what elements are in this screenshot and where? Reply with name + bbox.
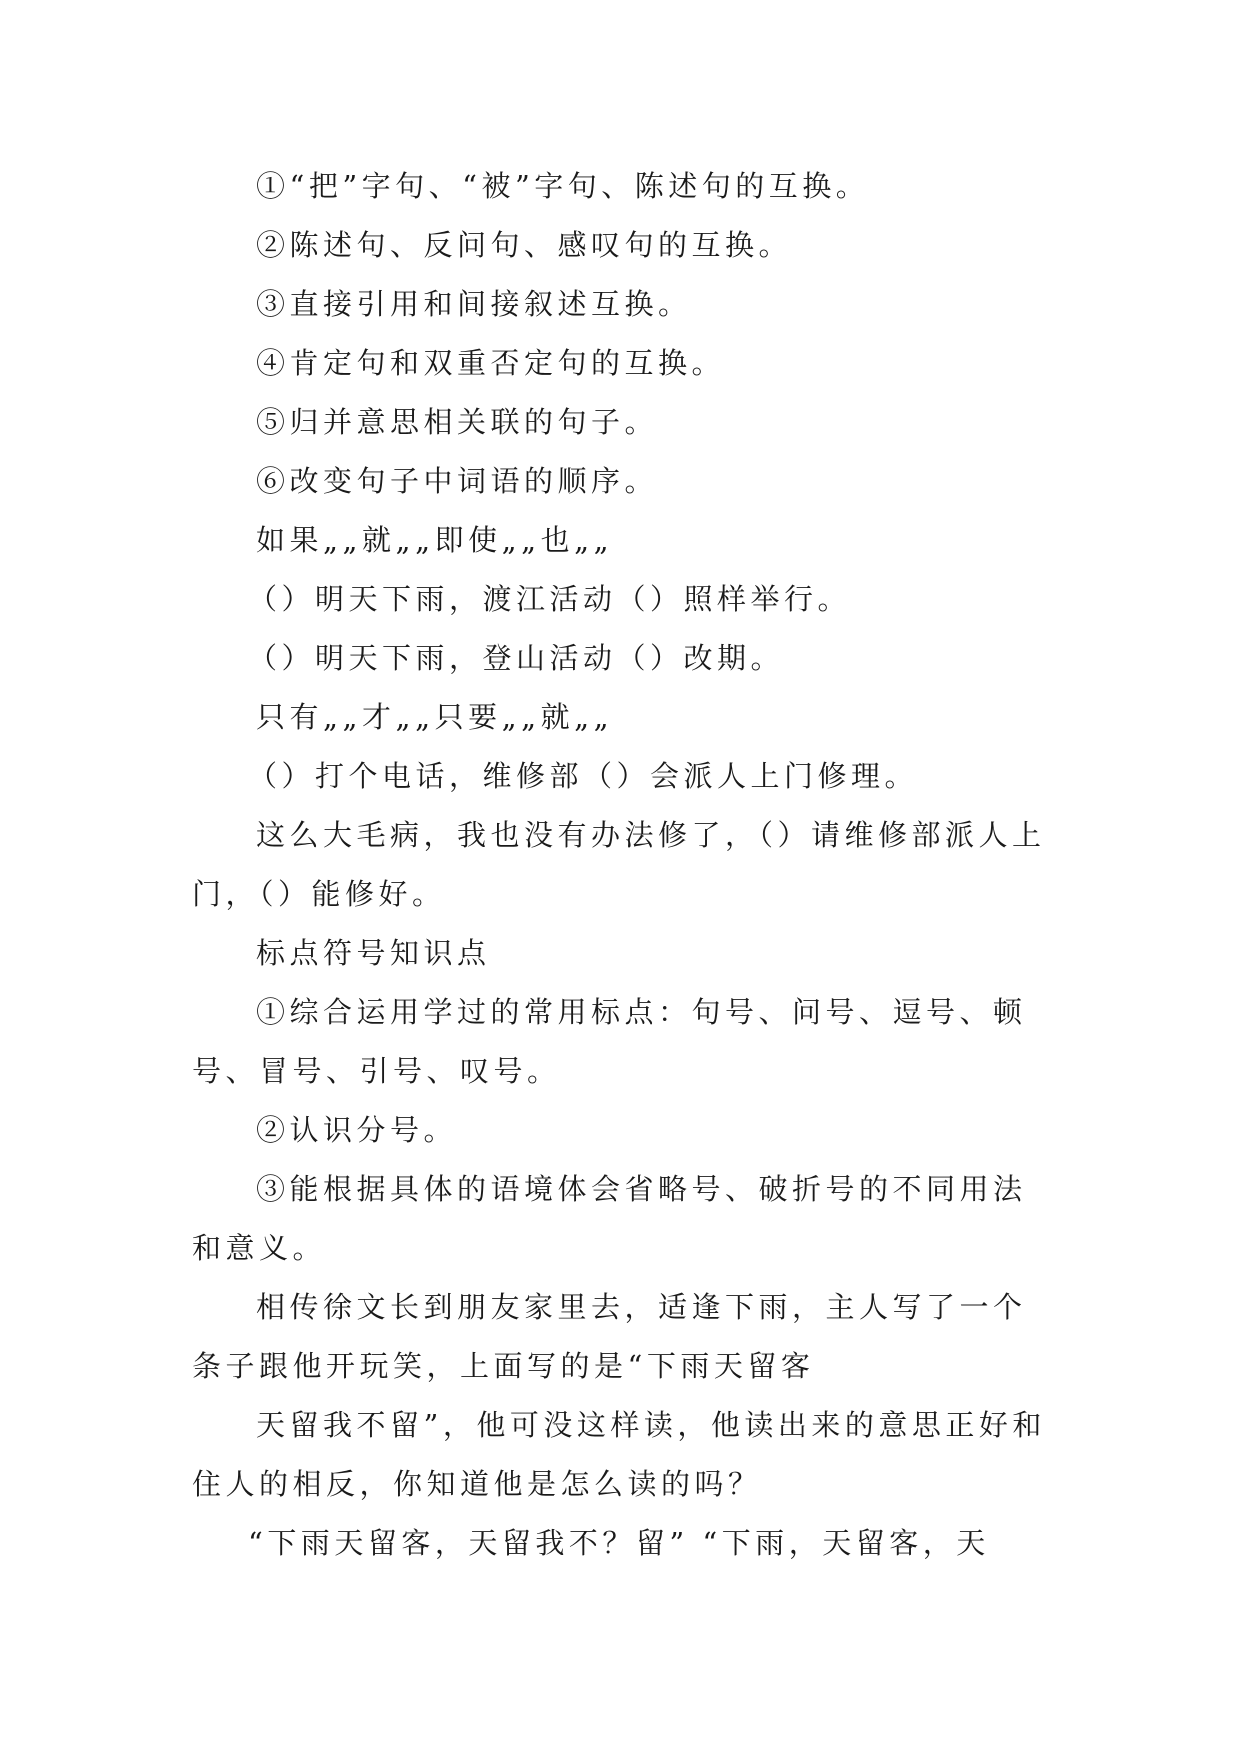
paragraph-punctuation-2: ②认识分号。 bbox=[256, 1113, 458, 1147]
paragraph-exercise-3: （）打个电话，维修部（）会派人上门修理。 bbox=[248, 759, 919, 793]
paragraph-sentence-transform-3: ③直接引用和间接叙述互换。 bbox=[256, 287, 692, 321]
paragraph-sentence-transform-5: ⑤归并意思相关联的句子。 bbox=[256, 405, 659, 439]
document-body bbox=[192, 157, 1052, 1573]
paragraph-story-2: 天留我不留”，他可没这样读，他读出来的意思正好和住人的相反，你知道他是怎么读的吗？ bbox=[192, 1408, 1046, 1501]
paragraph-punctuation-3: ③能根据具体的语境体会省略号、破折号的不同用法和意义。 bbox=[192, 1172, 1027, 1265]
paragraph-sentence-transform-1: ①“把”字句、“被”字句、陈述句的互换。 bbox=[256, 169, 870, 203]
paragraph-story-3: “下雨天留客，天留我不？留” “下雨，天留客，天 bbox=[248, 1526, 990, 1560]
paragraph-sentence-transform-6: ⑥改变句子中词语的顺序。 bbox=[256, 464, 659, 498]
paragraph-exercise-4: 这么大毛病，我也没有办法修了，（）请维修部派人上门，（）能修好。 bbox=[192, 818, 1046, 911]
paragraph-exercise-2: （）明天下雨，登山活动（）改期。 bbox=[248, 641, 785, 675]
paragraph-conjunction-pair-1: 如果„„就„„即使„„也„„ bbox=[256, 523, 614, 557]
paragraph-sentence-transform-2: ②陈述句、反问句、感叹句的互换。 bbox=[256, 228, 793, 262]
paragraph-story-1: 相传徐文长到朋友家里去，适逢下雨，主人写了一个条子跟他开玩笑，上面写的是“下雨天留客 bbox=[192, 1290, 1027, 1383]
section-heading-punctuation: 标点符号知识点 bbox=[256, 936, 491, 970]
paragraph-conjunction-pair-2: 只有„„才„„只要„„就„„ bbox=[256, 700, 614, 734]
paragraph-punctuation-1: ①综合运用学过的常用标点：句号、问号、逗号、顿号、冒号、引号、叹号。 bbox=[192, 995, 1027, 1088]
paragraph-sentence-transform-4: ④肯定句和双重否定句的互换。 bbox=[256, 346, 726, 380]
paragraph-exercise-1: （）明天下雨，渡江活动（）照样举行。 bbox=[248, 582, 852, 616]
